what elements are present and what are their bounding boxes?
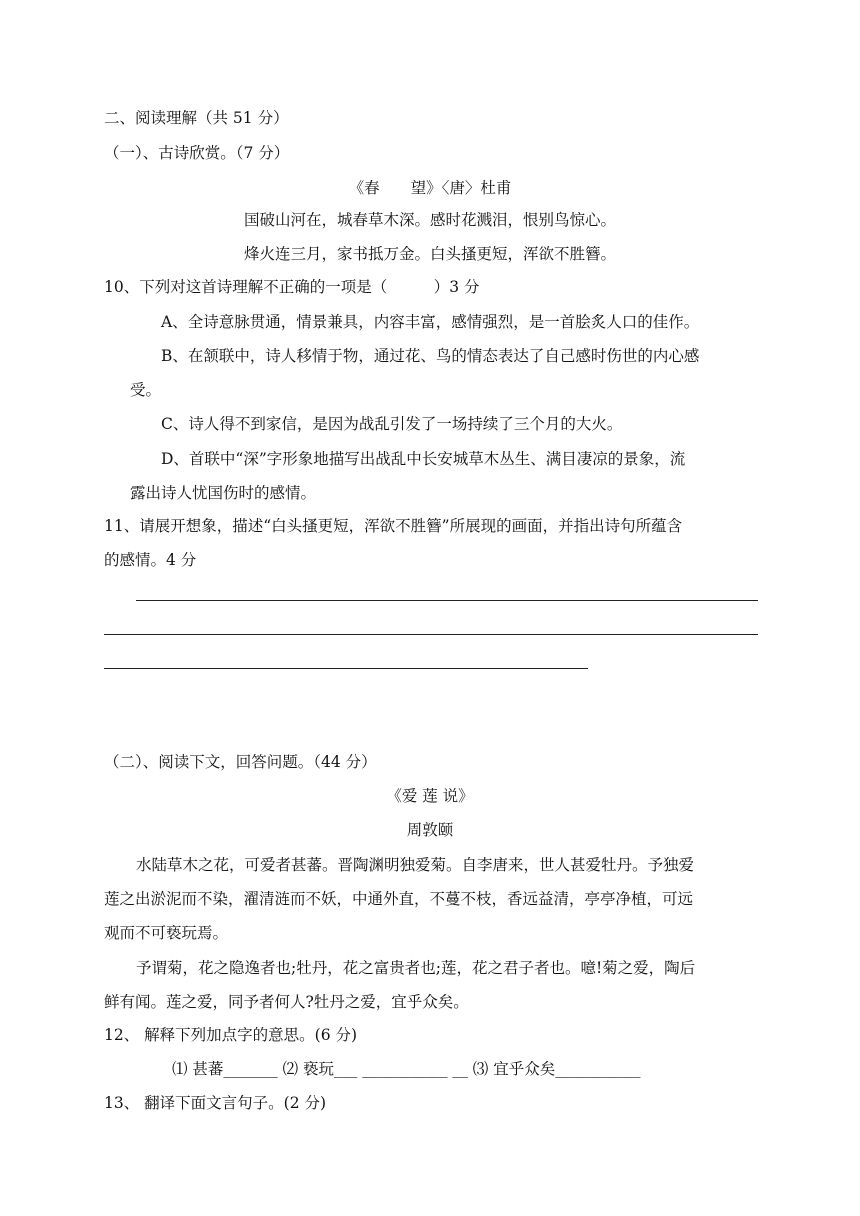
question-11-line-1: 11、请展开想象，描述“白头搔更短，浑欲不胜簪”所展现的画面，并指出诗句所蕴含	[104, 517, 683, 535]
option-d-line-2: 露出诗人忧国伤时的感情。	[130, 484, 317, 502]
answer-line-3	[104, 668, 588, 669]
essay-para1-line-3: 观而不可亵玩焉。	[104, 924, 229, 942]
answer-line-1	[136, 600, 758, 601]
essay-para2-line-1: 予谓菊，花之隐逸者也;牡丹，花之富贵者也;莲，花之君子者也。噫!菊之爱，陶后	[136, 959, 696, 977]
essay-author: 周敦颐	[406, 821, 454, 839]
option-b-line-2: 受。	[130, 381, 162, 399]
essay-para2-line-2: 鲜有闻。莲之爱，同予者何人?牡丹之爱，宜乎众矣。	[104, 993, 469, 1011]
essay-para1-line-2: 莲之出淤泥而不染，濯清涟而不妖，中通外直，不蔓不枝，香远益清，亭亭净植，可远	[104, 890, 694, 908]
essay-para1-line-1: 水陆草木之花，可爱者甚蕃。晋陶渊明独爱菊。自李唐来，世人甚爱牡丹。予独爱	[136, 856, 695, 874]
option-c: C、诗人得不到家信，是因为战乱引发了一场持续了三个月的大火。	[161, 415, 623, 433]
question-10-stem: 10、下列对这首诗理解不正确的一项是（ ）3 分	[104, 278, 480, 296]
question-12-stem: 12、 解释下列加点字的意思。(6 分)	[104, 1026, 358, 1044]
question-13-stem: 13、 翻译下面文言句子。(2 分)	[104, 1094, 327, 1112]
part1-heading: （一）、古诗欣赏。（7 分）	[104, 144, 290, 162]
question-12-items: ⑴ 甚蕃_______ ⑵ 亵玩___ ___________ __ ⑶ 宜乎众矣___________	[172, 1060, 641, 1078]
section-title: 二、阅读理解（共 51 分）	[104, 109, 289, 127]
essay-title: 《爱 莲 说》	[386, 787, 474, 805]
question-11-line-2: 的感情。4 分	[104, 551, 197, 569]
poem-title: 《春 望》〈唐〉杜甫	[348, 179, 512, 197]
part2-heading: （二）、阅读下文，回答问题。（44 分）	[104, 753, 377, 771]
poem-line-2: 烽火连三月，家书抵万金。白头搔更短，浑欲不胜簪。	[243, 245, 616, 263]
option-a: A、全诗意脉贯通，情景兼具，内容丰富，感情强烈，是一首脍炙人口的佳作。	[161, 313, 700, 331]
option-b-line-1: B、在颔联中，诗人移情于物，通过花、鸟的情态表达了自己感时伤世的内心感	[161, 347, 700, 365]
answer-line-2	[104, 634, 758, 635]
option-d-line-1: D、首联中“深”字形象地描写出战乱中长安城草木丛生、满目凄凉的景象，流	[161, 450, 686, 468]
poem-line-1: 国破山河在，城春草木深。感时花溅泪，恨别鸟惊心。	[243, 211, 616, 229]
